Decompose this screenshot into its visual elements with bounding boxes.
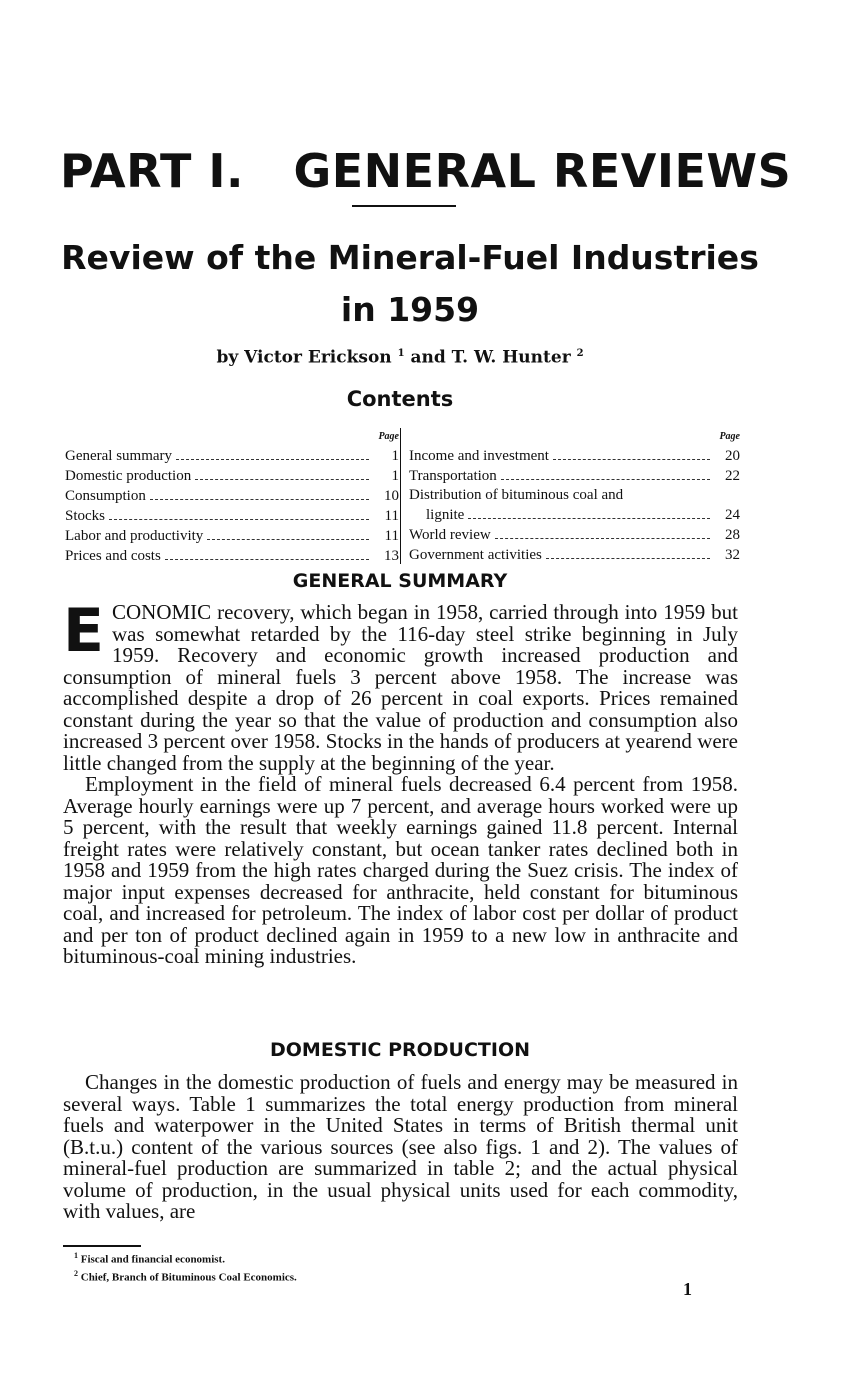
drop-cap: E — [63, 596, 104, 666]
footnote-ref-2: 2 — [576, 348, 584, 359]
domestic-production-paragraph-1: Changes in the domestic production of fuels and energy may be measured in several ways. Table 1 summarizes the total energy production from mineral fuels and waterpower in the United States in terms of British thermal unit (B.t.u.) content of the various sources (see also figs. 1 and 2). The values of mineral-fuel production are summarized in table 2; and the actual physical volume of production, in the usual physical units used for each commodity, with values, are — [63, 1070, 738, 1223]
contents-entry-page: 22 — [725, 468, 740, 484]
leader-dots — [553, 445, 710, 460]
contents-entry-page: 20 — [725, 448, 740, 464]
contents-entry — [65, 445, 399, 465]
contents-entry-label: lignite — [426, 507, 465, 523]
review-title-line2: in 1959 — [340, 290, 480, 329]
footnotes — [74, 1249, 674, 1284]
leader-dots — [501, 465, 710, 480]
part-title: PART I. GENERAL REVIEWS — [60, 144, 792, 198]
contents-entry — [65, 485, 399, 505]
contents-entry-page: 10 — [384, 488, 399, 504]
general-summary-body — [63, 596, 738, 968]
contents-entry-label: World review — [409, 527, 491, 543]
contents-entry — [409, 465, 740, 485]
leader-dots — [109, 505, 369, 520]
leader-dots — [165, 545, 369, 560]
contents-entry-label: General summary — [65, 448, 173, 464]
footnote-mark: 2 — [74, 1268, 78, 1278]
footnote-text: Chief, Branch of Bituminous Coal Economics. — [80, 1271, 297, 1284]
general-summary-heading: GENERAL SUMMARY — [292, 570, 508, 592]
title-divider — [352, 205, 456, 207]
contents-entry — [65, 465, 399, 485]
general-summary-paragraph-2: Employment in the field of mineral fuels decreased 6.4 percent from 1958. Average hourly earnings were up 7 percent, and average hours worked were up 5 percent, with the result that weekly earnings gained 11.8 percent. Internal freight rates were relatively constant, but ocean tanker rates declined both in 1958 and 1959 from the high rates charged during the Suez crisis. The index of major input expenses decreased for anthracite, held constant for bituminous coal, and increased for petroleum. The index of labor cost per dollar of product and per ton of product declined again in 1959 to a new low in anthracite and bituminous-coal mining industries. — [63, 772, 738, 968]
footnote-divider — [63, 1245, 141, 1247]
contents-entry — [409, 445, 740, 465]
contents-entry-page: 32 — [725, 547, 740, 563]
contents-entry-label: Distribution of bituminous coal and — [409, 487, 624, 503]
contents-entry — [409, 524, 740, 544]
footnote-ref-1: 1 — [397, 348, 405, 359]
leader-dots — [150, 485, 369, 500]
footnote — [74, 1267, 674, 1285]
leader-dots — [176, 445, 369, 460]
footnote-text: Fiscal and financial economist. — [80, 1253, 225, 1266]
contents-entry-page: 24 — [725, 507, 740, 523]
page-number: 1 — [683, 1279, 692, 1299]
general-summary-paragraph-1 — [63, 596, 738, 775]
contents-entry-page: 28 — [725, 527, 740, 543]
leader-dots — [546, 544, 710, 559]
contents-entry-page: 1 — [391, 448, 399, 464]
byline — [140, 343, 660, 369]
byline-author1: by Victor Erickson — [216, 347, 392, 368]
contents-entry-label: Government activities — [409, 547, 542, 563]
contents-entry-page: 1 — [391, 468, 399, 484]
review-title-line1: Review of the Mineral-Fuel Industries — [61, 238, 759, 277]
contents-page-label: Page — [719, 431, 740, 442]
contents-right-column — [400, 428, 740, 564]
leader-dots — [195, 465, 369, 480]
leader-dots — [495, 524, 710, 539]
leader-dots — [207, 525, 369, 540]
domestic-production-heading: DOMESTIC PRODUCTION — [269, 1039, 531, 1061]
contents-entry-page: 13 — [384, 548, 399, 564]
contents-entry-label: Prices and costs — [65, 548, 161, 564]
contents-page-label: Page — [378, 431, 399, 442]
byline-author2: and T. W. Hunter — [410, 347, 571, 368]
review-title — [40, 232, 780, 336]
contents-entry — [409, 504, 740, 524]
contents-entry — [65, 505, 399, 525]
contents-heading: Contents — [346, 387, 454, 411]
footnote — [74, 1249, 674, 1267]
contents-entry-page: 11 — [384, 528, 399, 544]
contents-entry — [65, 525, 399, 545]
leader-dots — [627, 485, 710, 499]
contents-entry — [409, 544, 740, 564]
contents-entry-label: Consumption — [65, 488, 146, 504]
contents-left-column — [65, 428, 399, 565]
contents-entry-label: Labor and productivity — [65, 528, 204, 544]
contents-entry-label: Income and investment — [409, 448, 549, 464]
leader-dots — [468, 504, 710, 519]
footnote-mark: 1 — [74, 1251, 78, 1260]
contents-entry — [409, 485, 740, 504]
contents-entry-label: Stocks — [65, 508, 106, 524]
contents-entry-label: Transportation — [409, 468, 497, 484]
contents-entry-page: 11 — [384, 508, 399, 524]
paragraph-text: CONOMIC recovery, which began in 1958, carried through into 1959 but was somewhat retarded by the 116-day steel strike beginning in July 1959. Recovery and economic growth increased production and consumption of mineral fuels 3 percent above 1958. The increase was accomplished despite a drop of 26 percent in coal exports. Prices remained constant during the year so that the value of production and consumption also increased 3 percent over 1958. Stocks in the hands of producers at yearend were little changed from the supply at the beginning of the year. — [63, 600, 738, 775]
contents-entry-label: Domestic production — [65, 468, 192, 484]
contents-entry — [65, 545, 399, 565]
domestic-production-body — [63, 1072, 738, 1223]
